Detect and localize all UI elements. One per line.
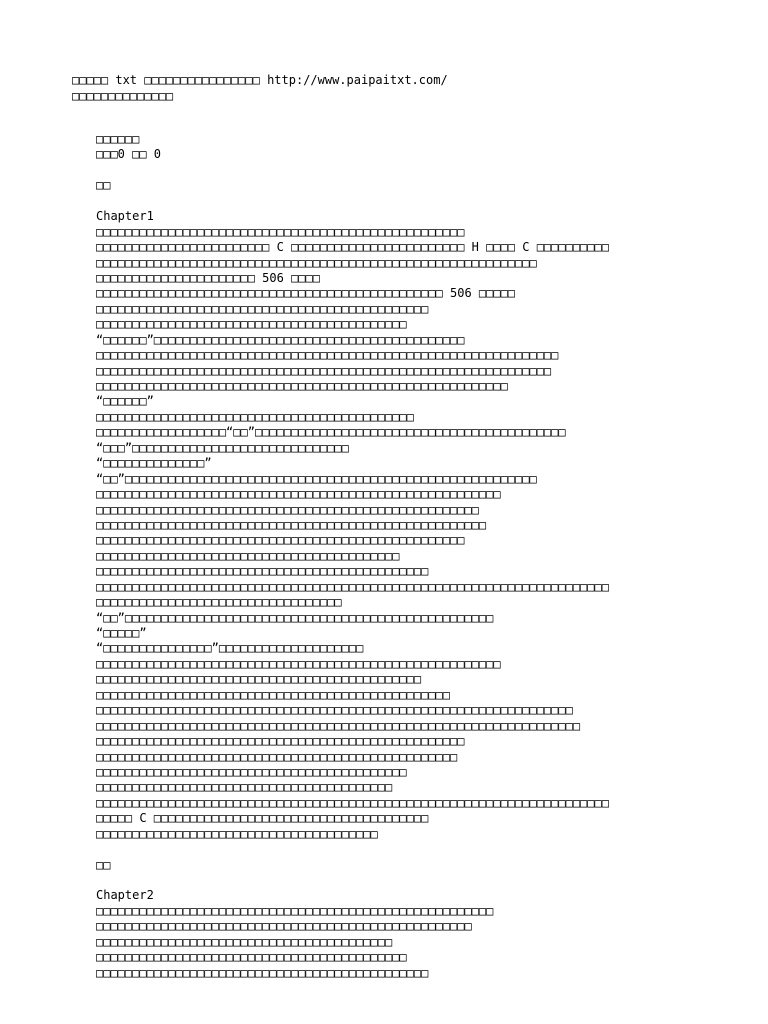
text-line: □□□□□□□□□□□□□□□□□□□□□□□□ C □□□□□□□□□□□□□□□□□□□□□□□□ H □□□□ C □□□□□□□□□□: [96, 240, 609, 255]
text-line: □□□□□□□□□□□□□□□□□□□□□□□□□□□□□□□□□□□□□□□□□□□□□□□□□□□□□□□: [96, 903, 494, 918]
text-line: “□□”□□□□□□□□□□□□□□□□□□□□□□□□□□□□□□□□□□□□□□□□□□□□□□□□□□□: [96, 610, 494, 625]
document-body: [96, 132, 656, 981]
text-line: “□□□”□□□□□□□□□□□□□□□□□□□□□□□□□□□□□□: [96, 440, 349, 455]
text-line: □□□□□□□□□□□□□□□□□□□□□□□□□□□□□□□□□□□□□□□□□□□□□□□□□□□□□□□□□□□□□□□□□□□□□□□: [96, 795, 609, 810]
text-line: □□□□□□□□□□□□□□□□□□□□□□□□□□□□□□□□□□□□□□□□□□□□□□□□□□□□□□□□□□□□□□□□□□□□□□□: [96, 579, 609, 594]
text-line: □□□□□□□□□□□□□□□□□□□□□□□□□□□□□□□□□□□□□□□□□□□□□□□□□□□□□□□□: [96, 656, 501, 671]
section-break-mark: □□: [96, 178, 111, 193]
text-line: “□□□□□□□□□□□□□□□”□□□□□□□□□□□□□□□□□□□□: [96, 641, 364, 656]
source-line: □□□□□ txt □□□□□□□□□□□□□□□□ http://www.paipaitxt.com/: [72, 73, 448, 87]
text-line: □□□□□□□□□□□□□□□□□□□□□□□□□□□□□□□□□□□□□□□□□□□□□□□□□□□□□□: [96, 517, 487, 532]
text-line: □□□□□□□□□□□□□□□□□□□□□□□□□□□□□□□□□□□□□□□□□□□□□□□□□□□□□□□□□□□□□□□□□□: [96, 703, 573, 718]
chapter-heading: Chapter1: [96, 209, 154, 224]
text-line: □□□□□□□□□□□□□□□□□□□□□□□□□□□□□□□□□□□□□□□□□□□□□: [96, 672, 422, 687]
text-line: “□□□□□□”□□□□□□□□□□□□□□□□□□□□□□□□□□□□□□□□□□□□□□□□□□□: [96, 332, 465, 347]
text-line: □□□□□□□□□□□□□□□□□□□□□□□□□□□□□□□□□□□□□□□□□□□□□□□□□□□□□□□□: [96, 487, 501, 502]
chapter-text: [96, 225, 656, 843]
text-line: “□□”□□□□□□□□□□□□□□□□□□□□□□□□□□□□□□□□□□□□□□□□□□□□□□□□□□□□□□□□□: [96, 471, 537, 486]
text-line: □□□□□□□□□□□□□□□□□□□□□□□□□□□□□□□□□□□□□□□□□□□□□□: [96, 301, 429, 316]
blank-line: [96, 873, 656, 888]
text-line: □□□□□□□□□□□□□□□□□□□□□□ 506 □□□□: [96, 270, 320, 285]
text-line: □□□□□□□□□□□□□□□□□□□□□□□□□□□□□□□□□□□□□□□□□□□□□□□□□□□: [96, 533, 465, 548]
text-line: □□□□□□□□□□□□□□□□□□□□□□□□□□□□□□□□□□□□□□□□□□: [96, 548, 400, 563]
book-meta: □□□0 □□ 0: [96, 147, 162, 162]
text-line: □□□□□□□□□□□□□□□□□□□□□□□□□□□□□□□□□□□□□□□□□□□□□□□□□: [96, 687, 451, 702]
text-line: □□□□□□□□□□□□□□□□□□□□□□□□□□□□□□□□□□□□□□□□□□□□□□□□□□□□□□□□□□□□□□□: [96, 363, 552, 378]
text-line: □□□□□□□□□□□□□□□□□□□□□□□□□□□□□□□□□□□□□□□□□□□□□□: [96, 965, 429, 980]
text-line: □□□□□□□□□□□□□□□□□□□□□□□□□□□□□□□□□□□□□□□□□□□: [96, 317, 407, 332]
text-line: □□□□□□□□□□□□□□□□□□□□□□□□□□□□□□□□□□□□□□□□□□□□□□□□□□□□: [96, 919, 472, 934]
blank-line: [96, 194, 656, 209]
text-line: □□□□□□□□□□□□□□□□□□□□□□□□□□□□□□□□□□□□□□□□□□□□□□□□□□□□□□□□□□□□□□□□: [96, 348, 559, 363]
text-line: “□□□□□”: [96, 626, 147, 640]
book-title: □□□□□□: [96, 132, 140, 146]
text-line: □□□□□ C □□□□□□□□□□□□□□□□□□□□□□□□□□□□□□□□□□□□□□: [96, 811, 429, 826]
text-line: □□□□□□□□□□□□□□□□□□□□□□□□□□□□□□□□□□□□□□□□□□□□□□□□□□: [96, 749, 458, 764]
text-line: “□□□□□□□□□□□□□□”: [96, 456, 212, 471]
text-line: □□□□□□□□□□□□□□□□□□□□□□□□□□□□□□□□□□□□□□□□□□□□□□□□□□□: [96, 734, 465, 749]
blank-line: [96, 163, 656, 178]
text-line: □□□□□□□□□□□□□□□□□□□□□□□□□□□□□□□□□□□□□□□□□□□□□□□□□□□□□□□□□□□□□□□□□□□: [96, 718, 581, 733]
text-line: □□□□□□□□□□□□□□□□□□□□□□□□□□□□□□□□□□□□□□□□□□□: [96, 764, 407, 779]
text-line: □□□□□□□□□□□□□□□□□□□□□□□□□□□□□□□□□□□□□□□□□□□□□□: [96, 564, 429, 579]
text-line: □□□□□□□□□□□□□□□□□□□□□□□□□□□□□□□□□□□□□□□□□□□□□□□□□□□□□□□□□: [96, 379, 508, 393]
section-break-mark: □□: [96, 857, 111, 872]
text-line: □□□□□□□□□□□□□□□□□□□□□□□□□□□□□□□□□□□□□□□: [96, 826, 378, 841]
text-line: □□□□□□□□□□□□□□□□□□□□□□□□□□□□□□□□□□□□□□□□□: [96, 780, 393, 795]
source-subline: □□□□□□□□□□□□□□: [72, 89, 174, 103]
blank-line: [96, 842, 656, 857]
text-line: □□□□□□□□□□□□□□□□□□□□□□□□□□□□□□□□□□□□□□□□□□□□□□□□□□□□□: [96, 502, 479, 517]
chapter-text: [96, 904, 656, 981]
text-line: □□□□□□□□□□□□□□□□□□□□□□□□□□□□□□□□□□□□□□□□□□□□□□□□□□□□□□□□□□□□□: [96, 255, 537, 270]
text-line: □□□□□□□□□□□□□□□□□□“□□”□□□□□□□□□□□□□□□□□□□□□□□□□□□□□□□□□□□□□□□□□□□: [96, 425, 566, 440]
text-line: □□□□□□□□□□□□□□□□□□□□□□□□□□□□□□□□□□□□□□□□□□□: [96, 950, 407, 965]
text-line: □□□□□□□□□□□□□□□□□□□□□□□□□□□□□□□□□□□□□□□□□: [96, 934, 393, 949]
text-line: □□□□□□□□□□□□□□□□□□□□□□□□□□□□□□□□□□□□□□□□□□□□: [96, 409, 414, 424]
chapter-heading: Chapter2: [96, 888, 154, 903]
text-line: “□□□□□□”: [96, 394, 154, 409]
text-line: □□□□□□□□□□□□□□□□□□□□□□□□□□□□□□□□□□□□□□□□□□□□□□□□ 506 □□□□□: [96, 286, 516, 301]
source-header: [72, 72, 712, 104]
text-line: □□□□□□□□□□□□□□□□□□□□□□□□□□□□□□□□□□: [96, 595, 342, 610]
text-line: □□□□□□□□□□□□□□□□□□□□□□□□□□□□□□□□□□□□□□□□□□□□□□□□□□□: [96, 224, 465, 239]
